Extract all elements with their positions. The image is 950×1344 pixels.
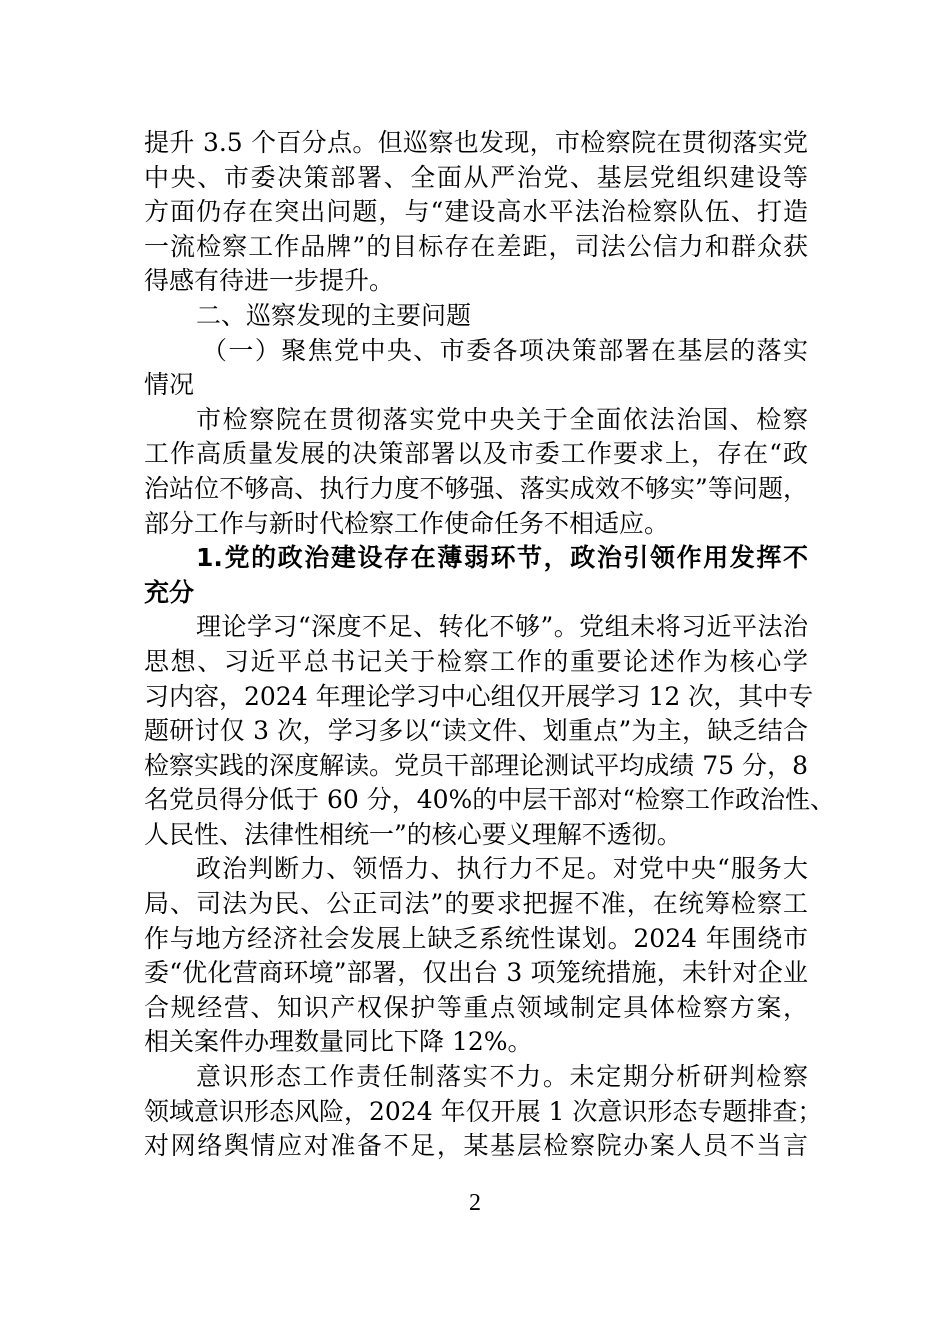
- page-number: 2: [469, 1190, 481, 1216]
- text-line: 方面仍存在突出问题，与“建设高水平法治检察队伍、打造: [144, 197, 808, 227]
- bold-heading: 充分: [144, 577, 195, 607]
- text-line: 政治判断力、领悟力、执行力不足。对党中央“服务大: [196, 854, 808, 884]
- text-line: 工作高质量发展的决策部署以及市委工作要求上，存在“政: [144, 439, 808, 469]
- bold-heading: 1.党的政治建设存在薄弱环节，政治引领作用发挥不: [196, 543, 808, 573]
- text-line: 一流检察工作品牌”的目标存在差距，司法公信力和群众获: [144, 231, 808, 261]
- text-line: 检察实践的深度解读。党员干部理论测试平均成绩 75 分，8: [144, 750, 808, 780]
- text-line: 相关案件办理数量同比下降 12%。: [144, 1027, 533, 1057]
- text-line: 人民性、法律性相统一”的核心要义理解不透彻。: [144, 819, 682, 849]
- text-line: 作与地方经济社会发展上缺乏系统性谋划。2024 年围绕市: [144, 923, 808, 953]
- document-body: [144, 126, 836, 1164]
- text-line: 提升 3.5 个百分点。但巡察也发现，市检察院在贯彻落实党: [144, 128, 808, 157]
- text-line: 思想、习近平总书记关于检察工作的重要论述作为核心学: [144, 646, 808, 676]
- text-line: 合规经营、知识产权保护等重点领域制定具体检察方案，: [144, 992, 808, 1022]
- text-line: 题研讨仅 3 次，学习多以“读文件、划重点”为主，缺乏结合: [144, 716, 808, 746]
- text-line: 意识形态工作责任制落实不力。未定期分析研判检察: [196, 1062, 808, 1092]
- text-line: 领域意识形态风险，2024 年仅开展 1 次意识形态专题排查；: [144, 1096, 823, 1126]
- section-heading: 二、巡察发现的主要问题: [196, 300, 472, 330]
- text-line: 市检察院在贯彻落实党中央关于全面依法治国、检察: [196, 404, 808, 434]
- text-line: 中央、市委决策部署、全面从严治党、基层党组织建设等: [144, 162, 808, 192]
- text-line: 局、司法为民、公正司法”的要求把握不准，在统筹检察工: [144, 889, 808, 919]
- text-line: 得感有待进一步提升。: [144, 266, 395, 296]
- text-line: 名党员得分低于 60 分，40%的中层干部对“检察工作政治性、: [144, 785, 836, 815]
- text-line: 委“优化营商环境”部署，仅出台 3 项笼统措施，未针对企业: [144, 958, 808, 988]
- text-line: 理论学习“深度不足、转化不够”。党组未将习近平法治: [196, 612, 808, 642]
- text-line: 对网络舆情应对准备不足，某基层检察院办案人员不当言: [144, 1131, 808, 1161]
- text-line: 治站位不够高、执行力度不够强、落实成效不够实”等问题，: [144, 473, 808, 503]
- subsection-heading: （一）聚焦党中央、市委各项决策部署在基层的落实: [202, 335, 808, 365]
- subsection-heading: 情况: [144, 370, 195, 400]
- text-line: 部分工作与新时代检察工作使命任务不相适应。: [144, 508, 670, 538]
- text-line: 习内容，2024 年理论学习中心组仅开展学习 12 次，其中专: [144, 681, 814, 711]
